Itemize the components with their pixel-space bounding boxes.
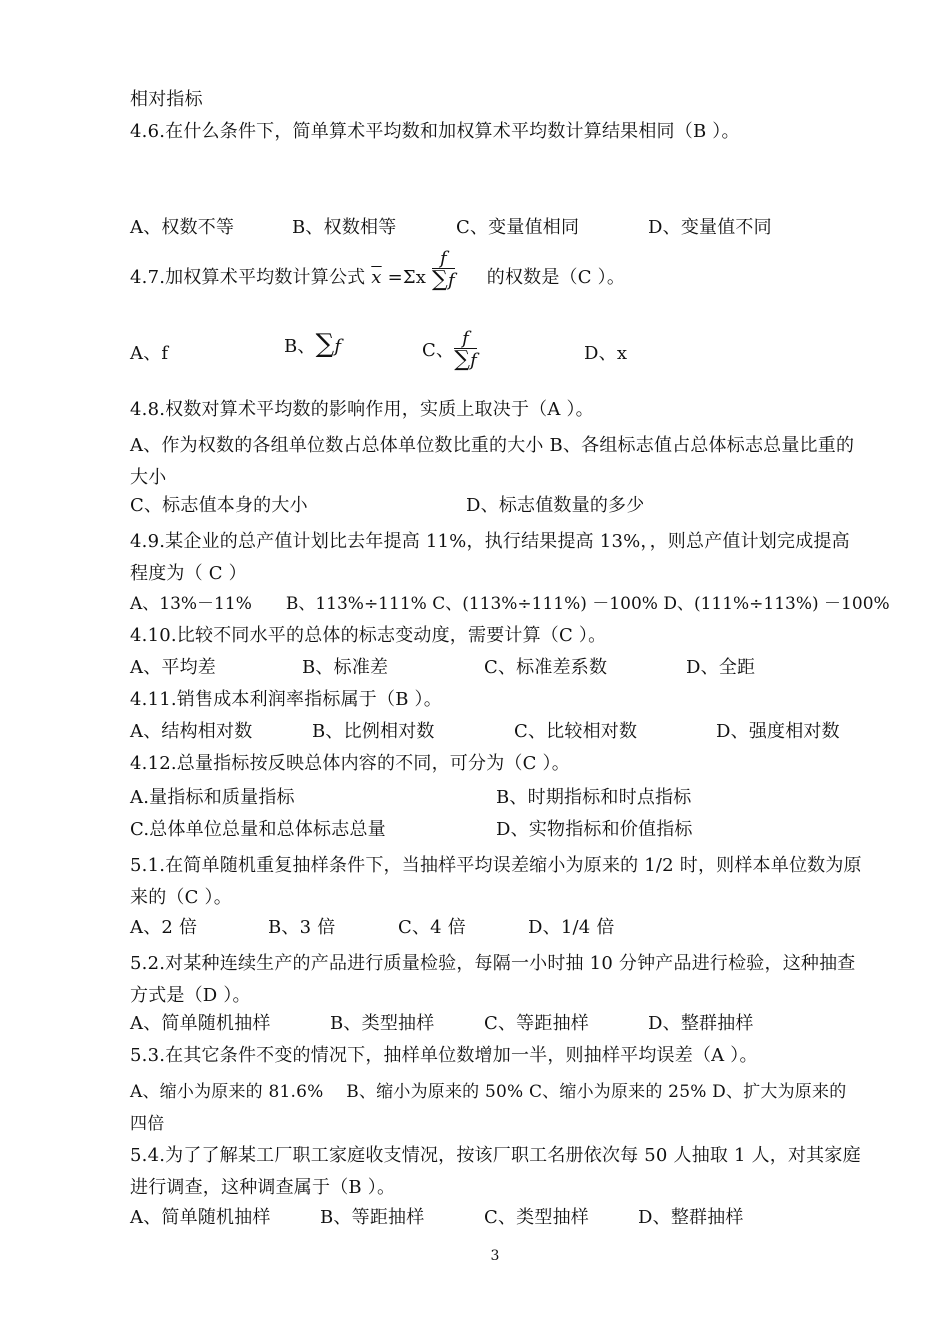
option-b: B、标准差 xyxy=(302,657,389,678)
option-c: C、4 倍 xyxy=(398,917,466,938)
option-b: B、等距抽样 xyxy=(320,1207,425,1228)
option-d: D、整群抽样 xyxy=(648,1013,754,1034)
fraction-numerator: f xyxy=(440,248,447,269)
option-4-8-a: A、作为权数的各组单位数占总体单位数比重的大小 B、各组标志值占总体标志总量比重的大小 xyxy=(130,435,855,488)
option-c: C、标志值本身的大小 xyxy=(130,495,308,516)
question-4-7 xyxy=(130,248,862,304)
option-c: C、等距抽样 xyxy=(484,1013,589,1034)
sum-symbol: ∑ xyxy=(454,347,471,372)
option-b: B、权数相等 xyxy=(292,217,397,238)
option-b: B、3 倍 xyxy=(268,917,336,938)
option-b xyxy=(284,329,342,359)
option-d: D、强度相对数 xyxy=(716,721,840,742)
weight-fraction xyxy=(432,250,455,292)
option-a: A、f xyxy=(130,343,169,364)
option-a: A、简单随机抽样 xyxy=(130,1207,271,1228)
option-d: D、全距 xyxy=(686,657,756,678)
options-4-7 xyxy=(130,328,862,376)
question-5-4: 5.4.为了了解某工厂职工家庭收支情况，按该厂职工名册依次每 50 人抽取 1 人，对其家庭进行调查，这种调查属于（B ）。 xyxy=(130,1145,861,1198)
sum-symbol: ∑ xyxy=(315,329,335,359)
options-4-9: A、13%－11% B、113%÷111% C、(113%÷111%) －100% D、(111%÷113%) －100% xyxy=(130,594,890,614)
page-number: 3 xyxy=(490,1248,500,1264)
options-5-3: A、缩小为原来的 81.6% B、缩小为原来的 50% C、缩小为原来的 25% D、扩大为原来的四倍 xyxy=(130,1082,847,1134)
option-c xyxy=(422,330,477,372)
option-d: D、标志值数量的多少 xyxy=(466,495,645,516)
fraction-numerator: f xyxy=(462,328,470,349)
fraction-f: f xyxy=(470,350,477,371)
option-a: A、平均差 xyxy=(130,657,216,678)
option-c: C、变量值相同 xyxy=(456,217,580,238)
option-d: D、变量值不同 xyxy=(648,217,772,238)
option-a: A、权数不等 xyxy=(130,217,235,238)
option-c-label: C、 xyxy=(422,340,455,361)
question-4-12: 4.12.总量指标按反映总体内容的不同，可分为（C ）。 xyxy=(130,753,570,774)
fraction-denominator xyxy=(454,348,477,372)
f-symbol: f xyxy=(334,336,342,357)
option-c: C、标准差系数 xyxy=(484,657,608,678)
weight-fraction xyxy=(454,330,477,372)
fraction-denominator xyxy=(432,268,455,292)
option-d: D、整群抽样 xyxy=(638,1207,744,1228)
option-b-label: B、 xyxy=(284,336,316,357)
question-4-8: 4.8.权数对算术平均数的影响作用，实质上取决于（A ）。 xyxy=(130,399,594,420)
question-4-11: 4.11.销售成本利润率指标属于（B ）。 xyxy=(130,689,442,710)
option-c: C.总体单位总量和总体标志总量 xyxy=(130,819,386,840)
option-d: D、x xyxy=(584,343,628,364)
option-b: B、类型抽样 xyxy=(330,1013,435,1034)
option-a: A、结构相对数 xyxy=(130,721,253,742)
question-4-9: 4.9.某企业的总产值计划比去年提高 11%，执行结果提高 13%，，则总产值计划完成提高程度为（ C ） xyxy=(130,531,850,584)
question-text-end: 的权数是（C ）。 xyxy=(486,267,626,288)
question-4-10: 4.10.比较不同水平的总体的标志变动度，需要计算（C ）。 xyxy=(130,625,607,646)
option-d: D、实物指标和价值指标 xyxy=(496,819,693,840)
option-a: A、2 倍 xyxy=(130,917,198,938)
question-5-1: 5.1.在简单随机重复抽样条件下，当抽样平均误差缩小为原来的 1/2 时，则样本单位数为原来的（C ）。 xyxy=(130,855,862,908)
x-bar-symbol: $\overline{x}$ xyxy=(371,267,382,288)
sum-symbol: ∑ xyxy=(432,267,448,292)
fraction-f: f xyxy=(447,270,455,291)
option-a: A、简单随机抽样 xyxy=(130,1013,271,1034)
option-c: C、类型抽样 xyxy=(484,1207,589,1228)
formula-text: =Σx xyxy=(387,267,427,288)
question-5-2: 5.2.对某种连续生产的产品进行质量检验，每隔一小时抽 10 分钟产品进行检验，这种抽查方式是（D ）。 xyxy=(130,953,856,1006)
question-5-3: 5.3.在其它条件不变的情况下，抽样单位数增加一半，则抽样平均误差（A ）。 xyxy=(130,1045,758,1066)
option-c: C、比较相对数 xyxy=(514,721,638,742)
text-line: 相对指标 xyxy=(130,89,203,110)
option-d: D、1/4 倍 xyxy=(528,917,615,938)
option-b: B、时期指标和时点指标 xyxy=(496,787,692,808)
option-a: A.量指标和质量指标 xyxy=(130,787,295,808)
question-text: 4.7.加权算术平均数计算公式 xyxy=(130,267,366,288)
option-b: B、比例相对数 xyxy=(312,721,435,742)
question-4-6: 4.6.在什么条件下，简单算术平均数和加权算术平均数计算结果相同（B ）。 xyxy=(130,121,740,142)
